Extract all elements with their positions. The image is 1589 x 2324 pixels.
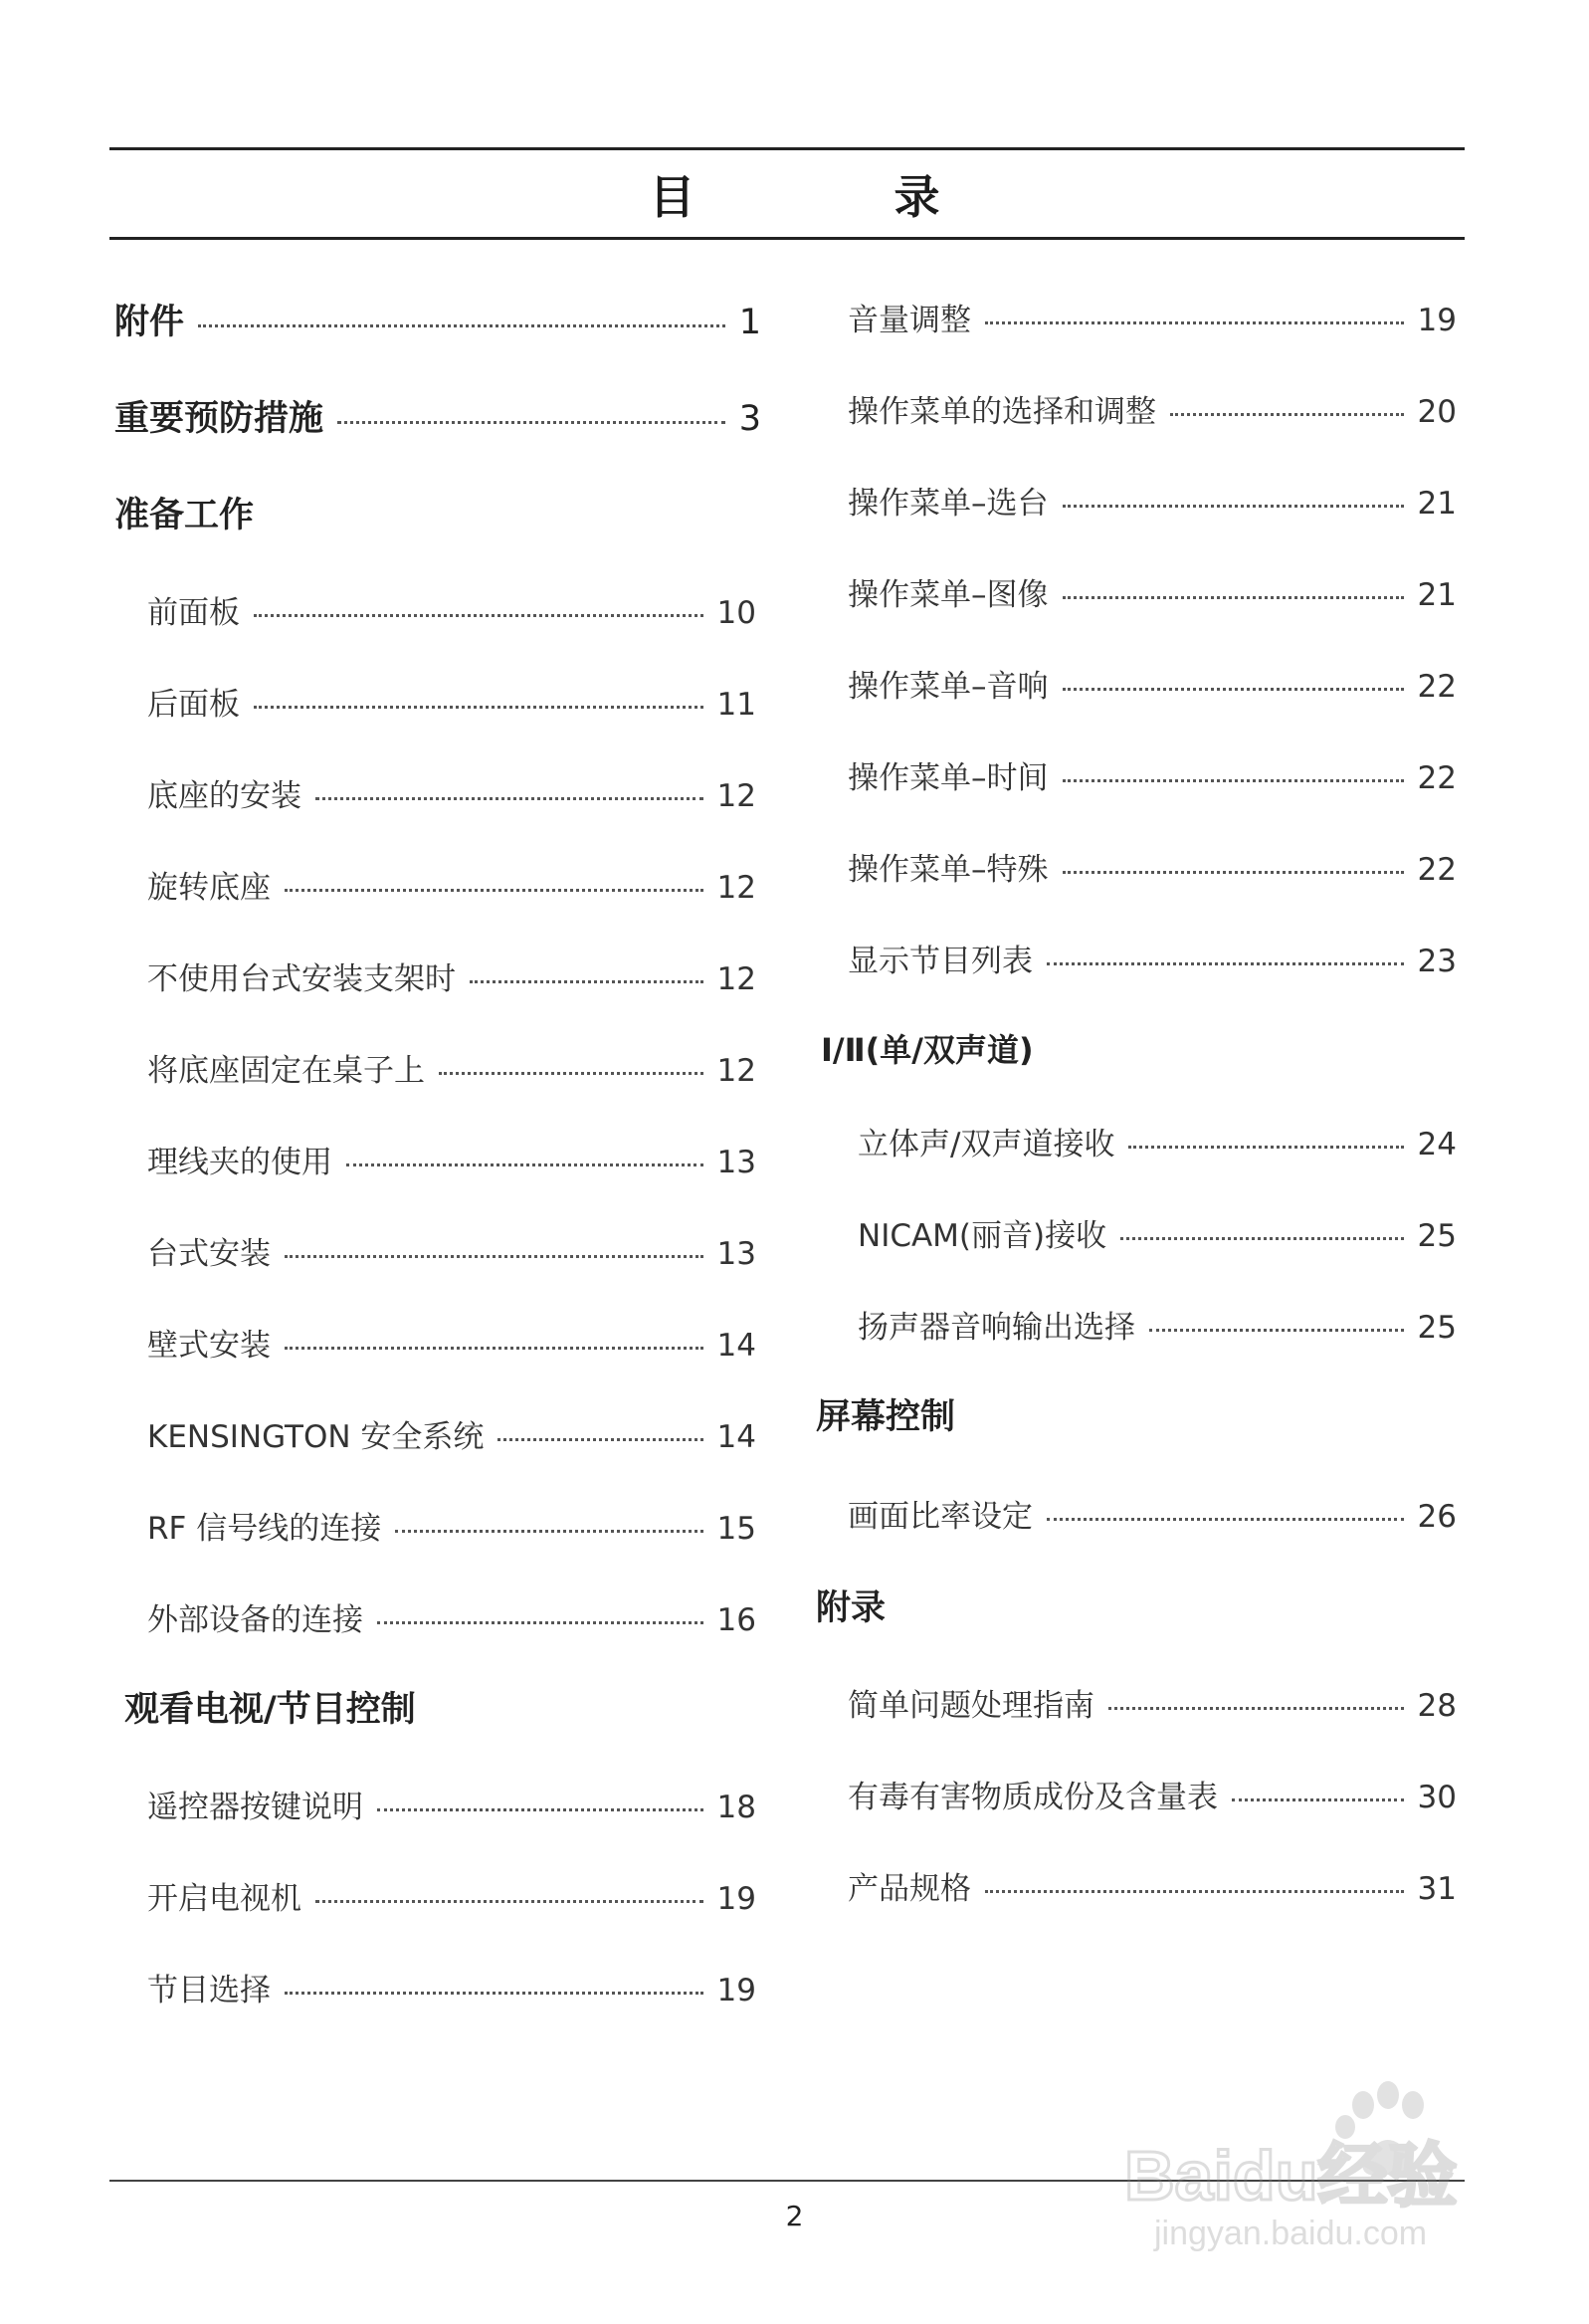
dot-leader [1063, 596, 1404, 599]
section-heading-tv-viewing: 观看电视/节目控制 [124, 1690, 416, 1730]
toc-entry-label: 开启电视机 [147, 1881, 301, 1917]
toc-entry[interactable] [147, 587, 756, 632]
toc-entry-page: 10 [716, 595, 756, 631]
section-heading-appendix: 附录 [816, 1588, 887, 1628]
toc-entry-page: 18 [716, 1790, 756, 1825]
toc-entry-label: 扬声器音响输出选择 [858, 1310, 1135, 1346]
dot-leader [470, 980, 703, 983]
toc-entry-page: 12 [716, 961, 756, 997]
toc-entry-page: 24 [1417, 1127, 1457, 1162]
toc-entry-label: 音量调整 [848, 303, 971, 338]
toc-entry-page: 3 [738, 399, 761, 439]
dot-leader [985, 1890, 1404, 1893]
toc-entry-page: 1 [738, 303, 761, 342]
toc-entry[interactable] [147, 770, 756, 815]
toc-entry-page: 28 [1417, 1688, 1457, 1724]
dot-leader [1170, 413, 1404, 416]
toc-entry[interactable] [147, 1965, 756, 2009]
section-heading-mono-stereo: Ⅰ/Ⅱ(单/双声道) [821, 1031, 1034, 1069]
toc-entry-page: 13 [716, 1236, 756, 1272]
toc-entry-label: 将底座固定在桌子上 [147, 1053, 425, 1089]
toc-entry-label: NICAM(丽音)接收 [858, 1218, 1107, 1254]
toc-entry-page: 31 [1417, 1871, 1457, 1907]
toc-entry[interactable] [848, 1772, 1457, 1816]
toc-entry-label: 前面板 [147, 595, 240, 631]
toc-entry-page: 30 [1417, 1780, 1457, 1815]
toc-entry[interactable] [848, 936, 1457, 980]
dot-leader [346, 1163, 703, 1166]
toc-entry[interactable] [858, 1210, 1457, 1255]
toc-entry-page: 11 [716, 687, 756, 723]
toc-entry-page: 12 [716, 870, 756, 906]
dot-leader [198, 324, 725, 327]
toc-entry-page: 15 [716, 1511, 756, 1547]
toc-entry-page: 26 [1417, 1499, 1457, 1535]
dot-leader [1128, 1146, 1403, 1149]
toc-entry-label: 重要预防措施 [114, 399, 324, 439]
toc-entry-page: 23 [1417, 944, 1457, 979]
toc-entry-page: 19 [716, 1973, 756, 2008]
section-heading-screen-control: 屏幕控制 [816, 1397, 956, 1437]
dot-leader [1232, 1798, 1404, 1801]
toc-entry[interactable] [848, 386, 1457, 431]
watermark-brand: Baidu经验 [1124, 2137, 1458, 2215]
dot-leader [1047, 962, 1404, 965]
toc-entry[interactable] [848, 1680, 1457, 1725]
toc-entry[interactable] [848, 844, 1457, 889]
toc-entry[interactable] [147, 1320, 756, 1365]
toc-entry-page: 21 [1417, 486, 1457, 522]
page-number: 2 [785, 2200, 804, 2232]
toc-entry-label: 附件 [114, 303, 185, 342]
baidu-paw-icon [1114, 2065, 1512, 2254]
baidu-watermark [1114, 2065, 1512, 2254]
toc-entry-page: 25 [1417, 1218, 1457, 1254]
toc-entry-label: 不使用台式安装支架时 [147, 961, 456, 997]
toc-entry-label: 操作菜单–特殊 [848, 852, 1049, 888]
toc-entry[interactable] [147, 1045, 756, 1090]
toc-entry-label: 操作菜单的选择和调整 [848, 394, 1156, 430]
toc-entry-precautions[interactable] [114, 391, 761, 441]
toc-entry-label: KENSINGTON 安全系统 [147, 1419, 485, 1455]
dot-leader [285, 889, 703, 892]
toc-entry[interactable] [848, 1863, 1457, 1908]
toc-entry[interactable] [147, 862, 756, 907]
toc-entry-page: 25 [1417, 1310, 1457, 1346]
toc-entry-label: 底座的安装 [147, 778, 301, 814]
dot-leader [985, 321, 1404, 324]
toc-entry[interactable] [147, 1411, 756, 1456]
toc-entry[interactable] [848, 569, 1457, 614]
toc-entry-label: 外部设备的连接 [147, 1602, 363, 1638]
toc-entry[interactable] [147, 1782, 756, 1826]
toc-entry[interactable] [147, 1137, 756, 1181]
toc-entry-page: 16 [716, 1602, 756, 1638]
toc-entry-page: 14 [716, 1419, 756, 1455]
toc-entry[interactable] [858, 1302, 1457, 1347]
toc-entry-label: 理线夹的使用 [147, 1145, 332, 1180]
toc-entry-label: 壁式安装 [147, 1328, 271, 1364]
dot-leader [285, 1255, 703, 1258]
toc-entry[interactable] [848, 661, 1457, 706]
dot-leader [1108, 1707, 1404, 1710]
toc-entry-label: 节目选择 [147, 1973, 271, 2008]
toc-entry-label: 后面板 [147, 687, 240, 723]
dot-leader [377, 1808, 703, 1811]
toc-entry-page: 19 [716, 1881, 756, 1917]
toc-entry-page: 19 [1417, 303, 1457, 338]
toc-entry-page: 14 [716, 1328, 756, 1364]
toc-entry-label: 操作菜单–音响 [848, 669, 1049, 705]
dot-leader [395, 1530, 702, 1533]
toc-entry[interactable] [858, 1119, 1457, 1163]
toc-entry-label: 操作菜单–时间 [848, 760, 1049, 796]
toc-entry-page: 12 [716, 778, 756, 814]
toc-entry-label: 操作菜单–选台 [848, 486, 1049, 522]
dot-leader [1149, 1329, 1404, 1332]
dot-leader [1063, 779, 1404, 782]
section-heading-preparation: 准备工作 [114, 496, 255, 535]
dot-leader [315, 797, 703, 800]
toc-entry-page: 21 [1417, 577, 1457, 613]
toc-entry[interactable] [848, 752, 1457, 797]
dot-leader [315, 1900, 703, 1903]
dot-leader [1063, 871, 1404, 874]
toc-entry-label: 画面比率设定 [848, 1499, 1033, 1535]
toc-entry[interactable] [147, 1594, 756, 1639]
toc-entry-label: 简单问题处理指南 [848, 1688, 1094, 1724]
title-rule [109, 237, 1465, 240]
toc-entry-label: 显示节目列表 [848, 944, 1033, 979]
top-rule [109, 147, 1465, 150]
dot-leader [285, 1347, 703, 1350]
toc-entry-page: 22 [1417, 669, 1457, 705]
toc-entry-label: 立体声/双声道接收 [858, 1127, 1115, 1162]
toc-entry-page: 20 [1417, 394, 1457, 430]
toc-entry-page: 13 [716, 1145, 756, 1180]
dot-leader [1063, 505, 1404, 508]
toc-entry-label: 遥控器按键说明 [147, 1790, 363, 1825]
toc-entry[interactable] [147, 953, 756, 998]
dot-leader [285, 1992, 703, 1995]
toc-entry-accessories[interactable] [114, 295, 761, 344]
dot-leader [254, 614, 703, 617]
toc-entry-label: 操作菜单–图像 [848, 577, 1049, 613]
toc-entry[interactable] [848, 1491, 1457, 1536]
toc-entry[interactable] [848, 295, 1457, 339]
toc-entry[interactable] [147, 1228, 756, 1273]
toc-entry-label: 旋转底座 [147, 870, 271, 906]
dot-leader [254, 706, 703, 709]
dot-leader [439, 1072, 703, 1075]
watermark-url: jingyan.baidu.com [1154, 2215, 1428, 2252]
toc-entry-page: 22 [1417, 852, 1457, 888]
dot-leader [337, 421, 725, 424]
toc-entry-label: 有毒有害物质成份及含量表 [848, 1780, 1218, 1815]
dot-leader [1047, 1518, 1404, 1521]
dot-leader [1063, 688, 1404, 691]
toc-entry-label: RF 信号线的连接 [147, 1511, 382, 1547]
toc-entry-page: 22 [1417, 760, 1457, 796]
dot-leader [1120, 1237, 1403, 1240]
dot-leader [377, 1621, 703, 1624]
toc-entry-page: 12 [716, 1053, 756, 1089]
toc-entry[interactable] [147, 1503, 756, 1548]
dot-leader [497, 1438, 702, 1441]
toc-entry[interactable] [147, 1873, 756, 1918]
toc-entry[interactable] [848, 478, 1457, 523]
toc-entry-label: 台式安装 [147, 1236, 271, 1272]
toc-entry[interactable] [147, 679, 756, 724]
page-title: 目 录 [649, 170, 1032, 224]
toc-entry-label: 产品规格 [848, 1871, 971, 1907]
